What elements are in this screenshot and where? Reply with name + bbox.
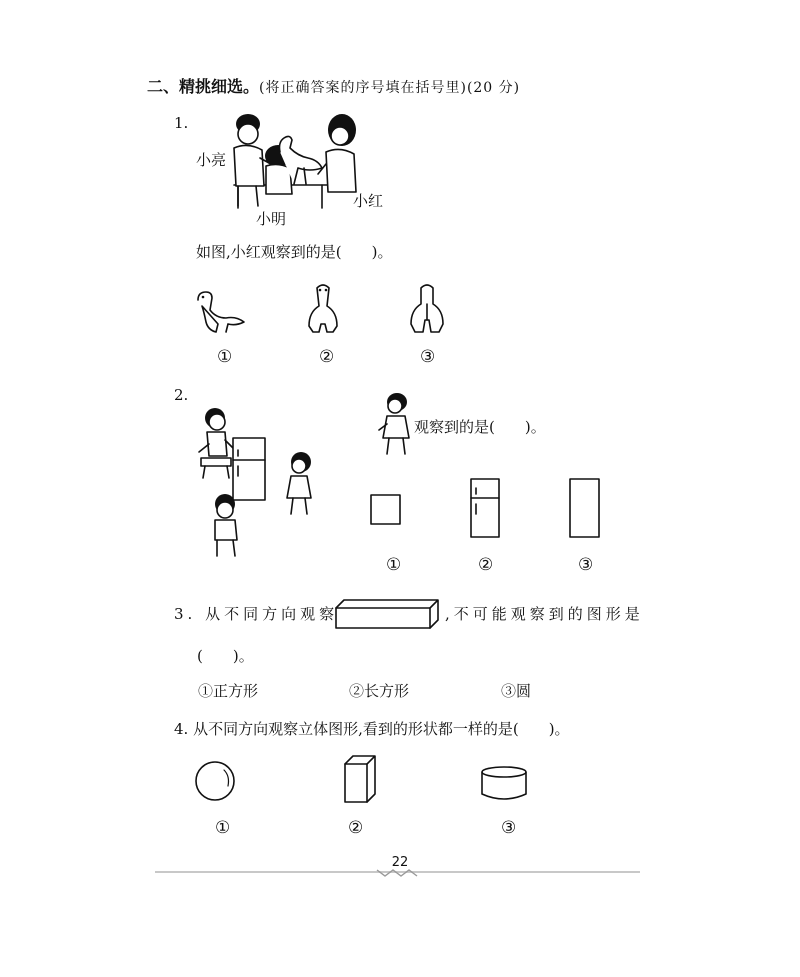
q1-name-xiaohong: 小红 [353,192,384,210]
q1-option-2-label: ② [319,347,335,367]
q3-question-part1: 3. 从不同方向观察 [174,605,339,623]
q4-option-2-cuboid [343,754,379,804]
q1-question: 如图,小红观察到的是( )。 [196,243,393,261]
q4-option-3-cylinder [480,766,530,802]
footer-decorative-divider [155,868,640,882]
q1-name-xiaoming: 小明 [256,210,287,228]
q4-option-3-label: ③ [501,818,517,838]
q3-cuboid-figure [334,598,444,632]
q1-option-1-label: ① [217,347,233,367]
q2-option-2-label: ② [478,555,494,575]
q2-option-3-rectangle [569,478,601,540]
q2-option-3-label: ③ [578,555,594,575]
q2-question: 观察到的是( )。 [414,418,546,436]
q4-option-1-label: ① [215,818,231,838]
q4-option-1-sphere [194,760,238,804]
q4-option-2-label: ② [348,818,364,838]
q3-option-3: ③圆 [501,682,532,700]
q1-scene-illustration [220,112,360,212]
q1-option-1-dinosaur-side-view [194,288,246,334]
section-instruction: (将正确答案的序号填在括号里)(20 分) [259,80,521,96]
q1-option-3-dinosaur-back-view [407,282,447,334]
q2-option-1-label: ① [386,555,402,575]
q4-question: 4. 从不同方向观察立体图形,看到的形状都一样的是( )。 [174,720,570,738]
q3-option-1: ①正方形 [198,682,259,700]
q2-option-1-square [370,494,402,526]
q2-number: 2. [174,386,189,404]
q1-option-3-label: ③ [420,347,436,367]
q1-number: 1. [174,114,189,132]
q3-option-2: ②长方形 [349,682,410,700]
q2-option-2-fridge-front [470,478,502,540]
q2-girl-observer-icon [377,392,413,458]
q2-scene-illustration [195,400,330,565]
q3-answer-blank: ( )。 [197,647,254,665]
section-title [147,74,520,97]
q1-option-2-dinosaur-front-view [305,282,341,334]
section-heading: 二、精挑细选。 [147,77,260,96]
q3-question-part2: ,不可能观察到的图形是 [445,605,644,623]
page-number: 22 [391,855,409,870]
q1-name-xiaoliang: 小亮 [196,151,227,169]
